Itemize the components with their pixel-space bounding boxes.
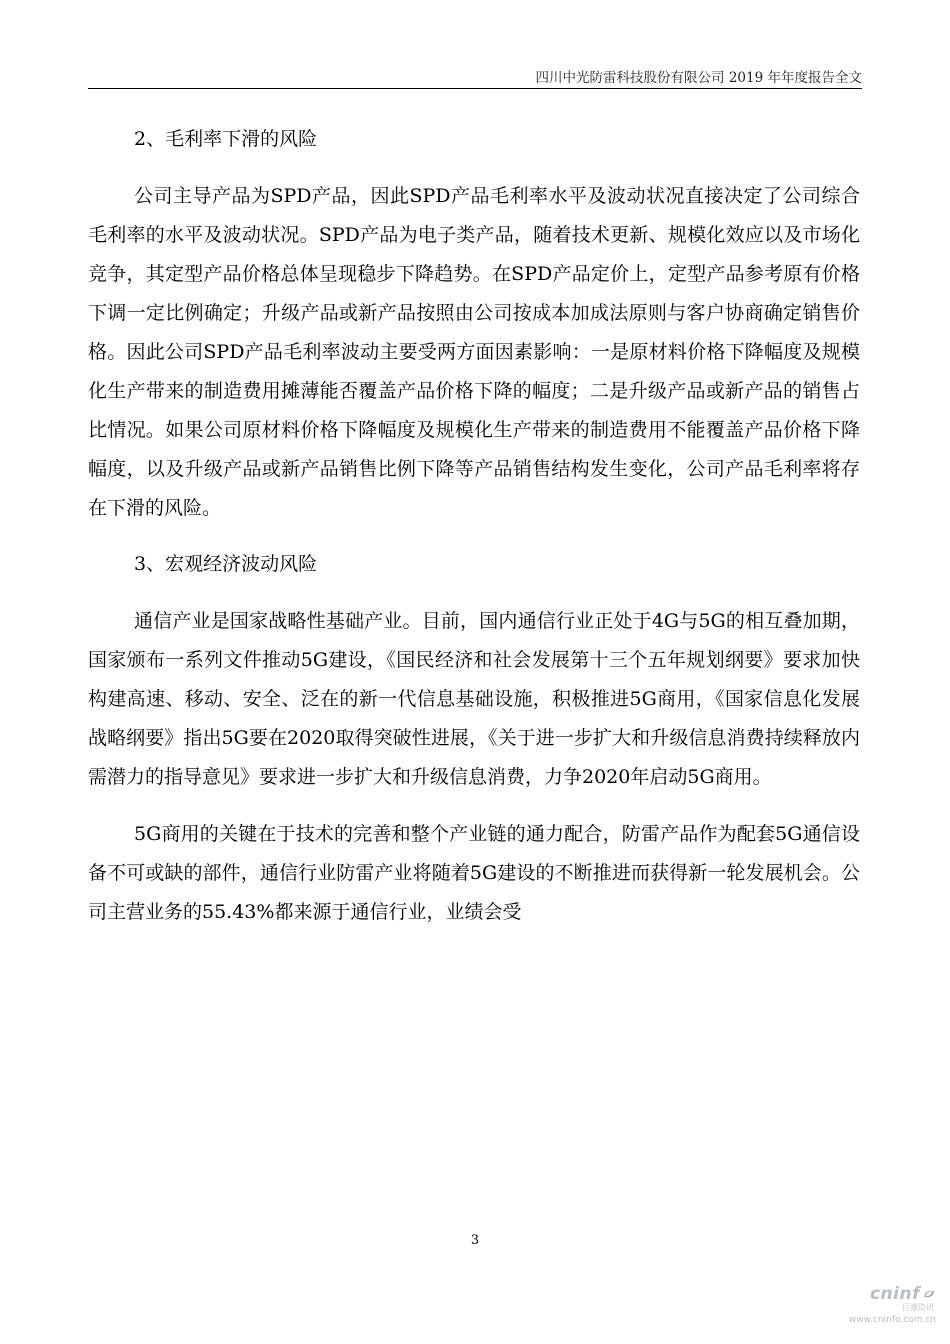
swirl-icon: [922, 1287, 936, 1301]
page-number: 3: [470, 1233, 480, 1248]
watermark-brand: cninf: [869, 1284, 920, 1304]
section-heading-gross-margin-risk: 2、毛利率下滑的风险: [134, 128, 318, 150]
document-body: [88, 120, 860, 932]
section-heading-macro-risk: 3、宏观经济波动风险: [134, 553, 318, 575]
report-header-title: 四川中光防雷科技股份有限公司 2019 年年度报告全文: [535, 70, 862, 86]
watermark-url: www.cninfo.com.cn: [848, 1315, 936, 1325]
paragraph-telecom-industry: 通信产业是国家战略性基础产业。目前，国内通信行业正处于4G与5G的相互叠加期，国家颁布一系列文件推动5G建设，《国民经济和社会发展第十三个五年规划纲要》要求加快构建高速、移动、安全、泛在的新一代信息基础设施，积极推进5G商用，《国家信息化发展战略纲要》指出5G要在2020取得突破性进展，《关于进一步扩大和升级信息消费持续释放内需潜力的指导意见》要求进一步扩大和升级信息消费，力争2020年启动5G商用。: [88, 610, 860, 788]
paragraph-5g-commercial: 5G商用的关键在于技术的完善和整个产业链的通力配合，防雷产品作为配套5G通信设备不可或缺的部件，通信行业防雷产业将随着5G建设的不断推进而获得新一轮发展机会。公司主营业务的55.43%都来源于通信行业，业绩会受: [88, 823, 860, 923]
paragraph-gross-margin-risk: 公司主导产品为SPD产品，因此SPD产品毛利率水平及波动状况直接决定了公司综合毛利率的水平及波动状况。SPD产品为电子类产品，随着技术更新、规模化效应以及市场化竞争，其定型产品价格总体呈现稳步下降趋势。在SPD产品定价上，定型产品参考原有价格下调一定比例确定；升级产品或新产品按照由公司按成本加成法原则与客户协商确定销售价格。因此公司SPD产品毛利率波动主要受两方面因素影响：一是原材料价格下降幅度及规模化生产带来的制造费用摊薄能否覆盖产品价格下降的幅度；二是升级产品或新产品的销售占比情况。如果公司原材料价格下降幅度及规模化生产带来的制造费用不能覆盖产品价格下降幅度，以及升级产品或新产品销售比例下降等产品销售结构发生变化，公司产品毛利率将存在下滑的风险。: [88, 185, 860, 519]
watermark-brand-cn: 巨潮资讯: [902, 1303, 934, 1312]
header-divider: [88, 88, 862, 89]
cninfo-watermark-logo: [846, 1284, 936, 1325]
